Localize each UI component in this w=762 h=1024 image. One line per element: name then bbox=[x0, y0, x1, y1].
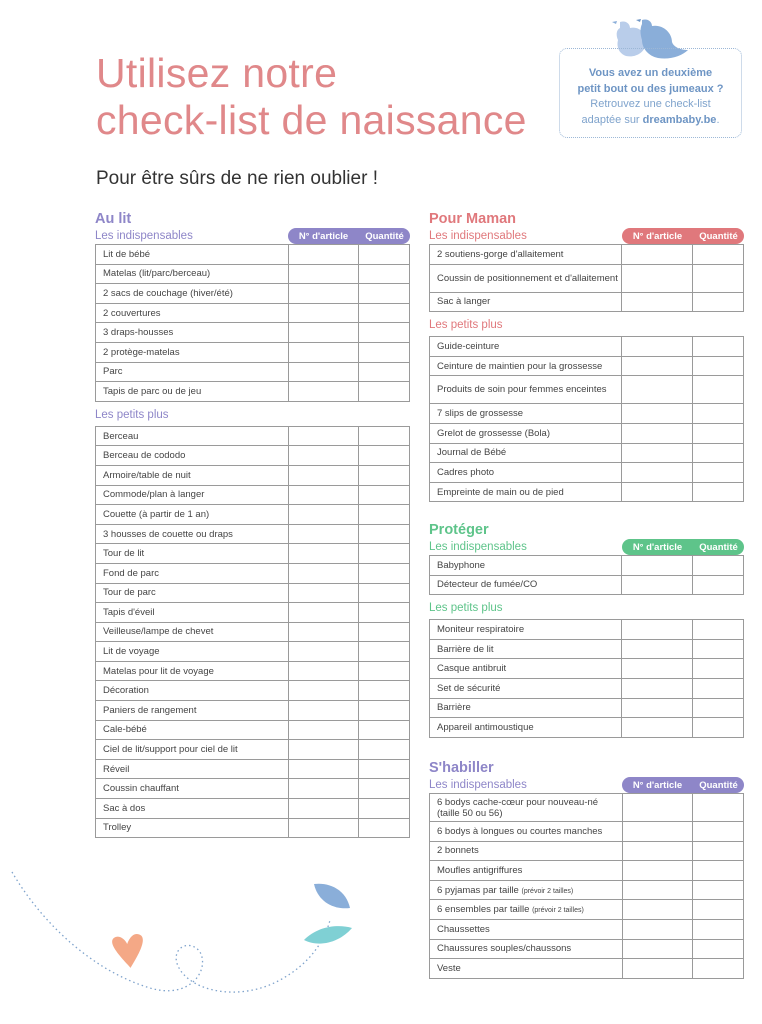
quantity-cell[interactable] bbox=[693, 620, 744, 640]
article-number-cell[interactable] bbox=[622, 639, 693, 659]
checklist-table bbox=[429, 555, 744, 595]
article-number-cell[interactable] bbox=[622, 919, 693, 939]
article-number-cell[interactable] bbox=[622, 900, 693, 920]
quantity-column-header: Quantité bbox=[699, 230, 738, 242]
quantity-column-header: Quantité bbox=[699, 779, 738, 791]
checklist-row bbox=[430, 698, 744, 718]
checklist-row bbox=[430, 900, 744, 920]
checklist-row bbox=[96, 740, 410, 760]
checklist-row bbox=[430, 959, 744, 979]
article-number-cell[interactable] bbox=[288, 681, 359, 701]
article-number-cell[interactable] bbox=[288, 740, 359, 760]
article-number-cell[interactable] bbox=[288, 284, 359, 304]
article-number-cell[interactable] bbox=[622, 376, 693, 404]
item-label: Coussin chauffant bbox=[96, 779, 289, 799]
checklist-row bbox=[96, 701, 410, 721]
article-number-cell[interactable] bbox=[288, 485, 359, 505]
quantity-cell[interactable] bbox=[693, 463, 744, 483]
decorative-swirl bbox=[0, 860, 370, 1024]
checklist-row bbox=[430, 919, 744, 939]
item-label: Journal de Bébé bbox=[430, 443, 622, 463]
article-number-cell[interactable] bbox=[622, 959, 693, 979]
checklist-row bbox=[96, 382, 410, 402]
quantity-cell[interactable] bbox=[693, 698, 744, 718]
article-number-cell[interactable] bbox=[622, 404, 693, 424]
checklist-row bbox=[96, 524, 410, 544]
checklist-row bbox=[96, 323, 410, 343]
article-number-cell[interactable] bbox=[288, 759, 359, 779]
article-number-cell[interactable] bbox=[622, 939, 693, 959]
quantity-cell[interactable] bbox=[693, 794, 744, 822]
article-column-header: N° d'article bbox=[298, 230, 349, 242]
item-label: 6 bodys à longues ou courtes manches bbox=[430, 822, 623, 842]
quantity-cell[interactable] bbox=[693, 356, 744, 376]
quantity-cell[interactable] bbox=[359, 544, 410, 564]
checklist-row bbox=[96, 245, 410, 265]
item-label: Grelot de grossesse (Bola) bbox=[430, 423, 622, 443]
section-title: Pour Maman bbox=[429, 211, 517, 227]
item-label: 3 housses de couette ou draps bbox=[96, 524, 289, 544]
checklist-row bbox=[96, 342, 410, 362]
item-label: Casque antibruit bbox=[430, 659, 622, 679]
article-number-cell[interactable] bbox=[622, 337, 693, 357]
checklist-table bbox=[95, 426, 410, 838]
essentials-label: Les indispensables bbox=[429, 540, 527, 553]
checklist-row bbox=[96, 642, 410, 662]
quantity-cell[interactable] bbox=[359, 622, 410, 642]
essentials-label: Les indispensables bbox=[429, 778, 527, 791]
article-number-cell[interactable] bbox=[288, 622, 359, 642]
item-label: Sac à langer bbox=[430, 292, 622, 312]
item-label: 2 protège-matelas bbox=[96, 342, 289, 362]
item-label: Ceinture de maintien pour la grossesse bbox=[430, 356, 622, 376]
item-label: Set de sécurité bbox=[430, 678, 622, 698]
quantity-cell[interactable] bbox=[693, 861, 744, 881]
article-number-cell[interactable] bbox=[288, 245, 359, 265]
article-number-cell[interactable] bbox=[288, 323, 359, 343]
item-label: Empreinte de main ou de pied bbox=[430, 482, 622, 502]
dreambaby-link[interactable]: dreambaby.be bbox=[642, 113, 717, 126]
item-label: Ciel de lit/support pour ciel de lit bbox=[96, 740, 289, 760]
section-shabiller bbox=[429, 760, 744, 979]
quantity-cell[interactable] bbox=[359, 524, 410, 544]
article-number-cell[interactable] bbox=[622, 463, 693, 483]
title-line-1: Utilisez notre bbox=[96, 50, 338, 96]
checklist-row bbox=[430, 718, 744, 738]
column-header bbox=[288, 228, 410, 244]
info-box bbox=[559, 48, 742, 138]
article-number-cell[interactable] bbox=[288, 720, 359, 740]
checklist-row bbox=[430, 556, 744, 576]
quantity-cell[interactable] bbox=[359, 583, 410, 603]
leaf-icon bbox=[314, 884, 350, 909]
checklist-row bbox=[430, 841, 744, 861]
extras-label: Les petits plus bbox=[429, 319, 503, 332]
article-number-cell[interactable] bbox=[288, 465, 359, 485]
item-label: Matelas (lit/parc/berceau) bbox=[96, 264, 289, 284]
essentials-label: Les indispensables bbox=[95, 229, 193, 242]
item-label: Moniteur respiratoire bbox=[430, 620, 622, 640]
item-label: Tour de lit bbox=[96, 544, 289, 564]
info-period: . bbox=[716, 113, 720, 126]
item-label: Décoration bbox=[96, 681, 289, 701]
checklist-table bbox=[429, 619, 744, 738]
quantity-cell[interactable] bbox=[359, 603, 410, 623]
info-line-4: adaptée sur bbox=[581, 113, 643, 126]
item-label: Lit de bébé bbox=[96, 245, 289, 265]
checklist-row bbox=[430, 482, 744, 502]
quantity-cell[interactable] bbox=[359, 701, 410, 721]
checklist-table bbox=[95, 244, 410, 402]
quantity-cell[interactable] bbox=[693, 919, 744, 939]
checklist-row bbox=[96, 759, 410, 779]
info-line-3: Retrouvez une check-list bbox=[590, 98, 711, 110]
checklist-row bbox=[430, 794, 744, 822]
quantity-cell[interactable] bbox=[359, 485, 410, 505]
article-number-cell[interactable] bbox=[622, 794, 693, 822]
checklist-row bbox=[96, 362, 410, 382]
checklist-row bbox=[96, 264, 410, 284]
checklist-row bbox=[430, 376, 744, 404]
item-label: Coussin de positionnement et d'allaitement bbox=[430, 264, 622, 292]
item-label: 2 couvertures bbox=[96, 303, 289, 323]
quantity-cell[interactable] bbox=[359, 661, 410, 681]
article-column-header: N° d'article bbox=[632, 230, 683, 242]
quantity-cell[interactable] bbox=[359, 284, 410, 304]
article-number-cell[interactable] bbox=[622, 356, 693, 376]
quantity-column-header: Quantité bbox=[365, 230, 404, 242]
checklist-row bbox=[430, 245, 744, 265]
checklist-row bbox=[96, 681, 410, 701]
checklist-row bbox=[96, 284, 410, 304]
title-line-2: check-list de naissance bbox=[96, 97, 527, 143]
item-label: Veste bbox=[430, 959, 623, 979]
checklist-row bbox=[430, 880, 744, 900]
quantity-cell[interactable] bbox=[359, 382, 410, 402]
essentials-label: Les indispensables bbox=[429, 229, 527, 242]
heart-icon bbox=[111, 933, 146, 970]
item-label: Matelas pour lit de voyage bbox=[96, 661, 289, 681]
checklist-row bbox=[96, 563, 410, 583]
checklist-row bbox=[96, 720, 410, 740]
item-label: Armoire/table de nuit bbox=[96, 465, 289, 485]
checklist-row bbox=[96, 446, 410, 466]
checklist-row bbox=[96, 583, 410, 603]
item-label: 6 pyjamas par taille (prévoir 2 tailles) bbox=[430, 880, 623, 900]
item-label: Babyphone bbox=[430, 556, 622, 576]
checklist-row bbox=[430, 939, 744, 959]
quantity-cell[interactable] bbox=[359, 465, 410, 485]
item-label: Commode/plan à langer bbox=[96, 485, 289, 505]
article-number-cell[interactable] bbox=[288, 583, 359, 603]
article-number-cell[interactable] bbox=[288, 524, 359, 544]
article-number-cell[interactable] bbox=[622, 482, 693, 502]
item-label: Couette (à partir de 1 an) bbox=[96, 505, 289, 525]
article-number-cell[interactable] bbox=[622, 678, 693, 698]
article-number-cell[interactable] bbox=[288, 426, 359, 446]
checklist-row bbox=[96, 779, 410, 799]
article-number-cell[interactable] bbox=[622, 841, 693, 861]
article-number-cell[interactable] bbox=[288, 799, 359, 819]
quantity-cell[interactable] bbox=[693, 376, 744, 404]
quantity-column-header: Quantité bbox=[699, 541, 738, 553]
extras-label: Les petits plus bbox=[95, 408, 169, 421]
article-number-cell[interactable] bbox=[288, 642, 359, 662]
checklist-row bbox=[96, 465, 410, 485]
item-label: Paniers de rangement bbox=[96, 701, 289, 721]
quantity-cell[interactable] bbox=[693, 404, 744, 424]
quantity-cell[interactable] bbox=[693, 900, 744, 920]
checklist-row bbox=[96, 818, 410, 838]
article-column-header: N° d'article bbox=[632, 541, 683, 553]
item-label: Détecteur de fumée/CO bbox=[430, 575, 622, 595]
checklist-row bbox=[430, 356, 744, 376]
article-number-cell[interactable] bbox=[622, 718, 693, 738]
article-column-header: N° d'article bbox=[632, 779, 683, 791]
column-header bbox=[622, 777, 744, 793]
column-header bbox=[622, 539, 744, 555]
size-note: (prévoir 2 tailles) bbox=[521, 887, 574, 895]
item-label: Cale-bébé bbox=[96, 720, 289, 740]
checklist-table bbox=[429, 244, 744, 312]
article-number-cell[interactable] bbox=[622, 880, 693, 900]
checklist-row bbox=[430, 337, 744, 357]
item-label: Tapis d'éveil bbox=[96, 603, 289, 623]
article-number-cell[interactable] bbox=[622, 292, 693, 312]
item-label: Parc bbox=[96, 362, 289, 382]
checklist-row bbox=[96, 661, 410, 681]
checklist-row bbox=[96, 485, 410, 505]
checklist-row bbox=[96, 426, 410, 446]
article-number-cell[interactable] bbox=[622, 698, 693, 718]
item-label: 2 soutiens-gorge d'allaitement bbox=[430, 245, 622, 265]
item-label: Cadres photo bbox=[430, 463, 622, 483]
article-number-cell[interactable] bbox=[288, 362, 359, 382]
quantity-cell[interactable] bbox=[359, 759, 410, 779]
quantity-cell[interactable] bbox=[359, 720, 410, 740]
quantity-cell[interactable] bbox=[693, 575, 744, 595]
quantity-cell[interactable] bbox=[359, 426, 410, 446]
article-number-cell[interactable] bbox=[622, 620, 693, 640]
size-note: (prévoir 2 tailles) bbox=[532, 907, 584, 915]
quantity-cell[interactable] bbox=[693, 718, 744, 738]
quantity-cell[interactable] bbox=[359, 799, 410, 819]
page-title bbox=[96, 50, 527, 144]
section-title: S'habiller bbox=[429, 760, 494, 776]
checklist-row bbox=[430, 678, 744, 698]
quantity-cell[interactable] bbox=[693, 245, 744, 265]
checklist-row bbox=[430, 620, 744, 640]
info-line-2: petit bout ou des jumeaux ? bbox=[577, 82, 724, 95]
quantity-cell[interactable] bbox=[359, 818, 410, 838]
article-number-cell[interactable] bbox=[288, 563, 359, 583]
item-label: Tapis de parc ou de jeu bbox=[96, 382, 289, 402]
article-number-cell[interactable] bbox=[288, 446, 359, 466]
item-label: 2 sacs de couchage (hiver/été) bbox=[96, 284, 289, 304]
checklist-row bbox=[96, 622, 410, 642]
item-label: Trolley bbox=[96, 818, 289, 838]
item-label: Guide-ceinture bbox=[430, 337, 622, 357]
leaf-icon bbox=[304, 926, 352, 943]
quantity-cell[interactable] bbox=[359, 563, 410, 583]
checklist-row bbox=[430, 463, 744, 483]
article-number-cell[interactable] bbox=[288, 342, 359, 362]
article-number-cell[interactable] bbox=[288, 264, 359, 284]
extras-label: Les petits plus bbox=[429, 602, 503, 615]
checklist-row bbox=[430, 423, 744, 443]
section-proteger bbox=[429, 522, 744, 738]
article-number-cell[interactable] bbox=[288, 701, 359, 721]
article-number-cell[interactable] bbox=[622, 575, 693, 595]
article-number-cell[interactable] bbox=[622, 245, 693, 265]
quantity-cell[interactable] bbox=[359, 303, 410, 323]
article-number-cell[interactable] bbox=[622, 556, 693, 576]
article-number-cell[interactable] bbox=[288, 544, 359, 564]
item-label: 6 bodys cache-cœur pour nouveau-né (taille 50 ou 56) bbox=[430, 794, 623, 822]
quantity-cell[interactable] bbox=[693, 880, 744, 900]
item-label: Berceau de cododo bbox=[96, 446, 289, 466]
item-label: Appareil antimoustique bbox=[430, 718, 622, 738]
article-number-cell[interactable] bbox=[622, 822, 693, 842]
checklist-row bbox=[430, 443, 744, 463]
quantity-cell[interactable] bbox=[693, 443, 744, 463]
quantity-cell[interactable] bbox=[359, 642, 410, 662]
quantity-cell[interactable] bbox=[359, 505, 410, 525]
quantity-cell[interactable] bbox=[693, 264, 744, 292]
quantity-cell[interactable] bbox=[359, 740, 410, 760]
article-number-cell[interactable] bbox=[288, 505, 359, 525]
item-label: Barrière bbox=[430, 698, 622, 718]
quantity-cell[interactable] bbox=[693, 959, 744, 979]
quantity-cell[interactable] bbox=[693, 482, 744, 502]
checklist-row bbox=[96, 505, 410, 525]
quantity-cell[interactable] bbox=[359, 362, 410, 382]
article-number-cell[interactable] bbox=[288, 303, 359, 323]
page-subtitle: Pour être sûrs de ne rien oublier ! bbox=[96, 168, 378, 189]
article-number-cell[interactable] bbox=[622, 423, 693, 443]
item-label: Berceau bbox=[96, 426, 289, 446]
section-pour-maman bbox=[429, 211, 744, 502]
quantity-cell[interactable] bbox=[693, 822, 744, 842]
checklist-table bbox=[429, 793, 744, 979]
checklist-row bbox=[96, 799, 410, 819]
item-label: Barrière de lit bbox=[430, 639, 622, 659]
item-label: Chaussures souples/chaussons bbox=[430, 939, 623, 959]
article-number-cell[interactable] bbox=[622, 659, 693, 679]
quantity-cell[interactable] bbox=[693, 292, 744, 312]
quantity-cell[interactable] bbox=[693, 423, 744, 443]
article-number-cell[interactable] bbox=[622, 861, 693, 881]
item-label: Sac à dos bbox=[96, 799, 289, 819]
quantity-cell[interactable] bbox=[693, 659, 744, 679]
quantity-cell[interactable] bbox=[693, 841, 744, 861]
article-number-cell[interactable] bbox=[288, 661, 359, 681]
section-title: Au lit bbox=[95, 211, 132, 227]
section-title: Protéger bbox=[429, 522, 489, 538]
article-number-cell[interactable] bbox=[622, 264, 693, 292]
item-label: Produits de soin pour femmes enceintes bbox=[430, 376, 622, 404]
quantity-cell[interactable] bbox=[693, 939, 744, 959]
article-number-cell[interactable] bbox=[288, 603, 359, 623]
item-label: Fond de parc bbox=[96, 563, 289, 583]
checklist-row bbox=[430, 404, 744, 424]
checklist-row bbox=[430, 575, 744, 595]
quantity-cell[interactable] bbox=[693, 639, 744, 659]
quantity-cell[interactable] bbox=[359, 245, 410, 265]
item-label: Tour de parc bbox=[96, 583, 289, 603]
quantity-cell[interactable] bbox=[359, 264, 410, 284]
quantity-cell[interactable] bbox=[359, 323, 410, 343]
quantity-cell[interactable] bbox=[359, 681, 410, 701]
checklist-row bbox=[96, 603, 410, 623]
item-label: 2 bonnets bbox=[430, 841, 623, 861]
item-label: Réveil bbox=[96, 759, 289, 779]
item-label: 6 ensembles par taille (prévoir 2 tailles) bbox=[430, 900, 623, 920]
item-label: Moufles antigriffures bbox=[430, 861, 623, 881]
quantity-cell[interactable] bbox=[693, 556, 744, 576]
checklist-row bbox=[96, 544, 410, 564]
quantity-cell[interactable] bbox=[359, 779, 410, 799]
item-label: Lit de voyage bbox=[96, 642, 289, 662]
checklist-row bbox=[96, 303, 410, 323]
article-number-cell[interactable] bbox=[288, 382, 359, 402]
info-line-1: Vous avez un deuxième bbox=[588, 67, 713, 79]
quantity-cell[interactable] bbox=[359, 342, 410, 362]
checklist-row bbox=[430, 639, 744, 659]
article-number-cell[interactable] bbox=[622, 443, 693, 463]
column-header bbox=[622, 228, 744, 244]
checklist-row bbox=[430, 861, 744, 881]
article-number-cell[interactable] bbox=[288, 779, 359, 799]
item-label: Veilleuse/lampe de chevet bbox=[96, 622, 289, 642]
quantity-cell[interactable] bbox=[693, 678, 744, 698]
checklist-row bbox=[430, 264, 744, 292]
article-number-cell[interactable] bbox=[288, 818, 359, 838]
checklist-row bbox=[430, 292, 744, 312]
checklist-row bbox=[430, 659, 744, 679]
section-au-lit bbox=[95, 211, 410, 838]
quantity-cell[interactable] bbox=[359, 446, 410, 466]
checklist-row bbox=[430, 822, 744, 842]
item-label: Chaussettes bbox=[430, 919, 623, 939]
item-label: 3 draps-housses bbox=[96, 323, 289, 343]
checklist-table bbox=[429, 336, 744, 502]
quantity-cell[interactable] bbox=[693, 337, 744, 357]
item-label: 7 slips de grossesse bbox=[430, 404, 622, 424]
